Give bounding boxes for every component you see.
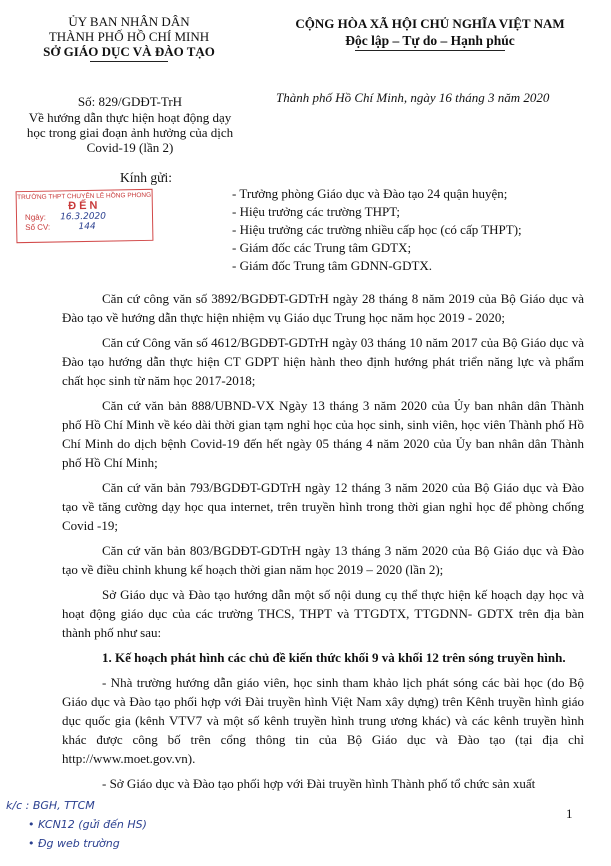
- intro-paragraph: Sở Giáo dục và Đào tạo hướng dẫn một số nội dung cụ thể thực hiện kế hoạch dạy học và hoạt động giáo dục của các trường THCS, THPT và TTGDTX, TTGDNN- GDTX trên địa bàn thành phố như sau:: [62, 587, 584, 640]
- section-heading: 1. Kế hoạch phát hình các chủ đề kiến thức khối 9 và khối 12 trên sóng truyền hình.: [102, 650, 566, 665]
- recipient-item: - Giám đốc các Trung tâm GDTX;: [232, 240, 412, 255]
- stamp-date-value: 16.3.2020: [60, 211, 107, 223]
- authority-underline: [90, 61, 168, 62]
- legal-basis-paragraph: Căn cứ công văn số 3892/BGDĐT-GDTrH ngày 28 tháng 8 năm 2019 của Bộ Giáo dục và Đào tạo về hướng dẫn thực hiện nhiệm vụ Giáo dục Trung học năm học 2019 - 2020;: [62, 291, 584, 325]
- handwritten-note: • KCN12 (gửi đến HS): [28, 818, 147, 831]
- recipient-item: - Hiệu trưởng các trường nhiều cấp học (có cấp THPT);: [232, 222, 522, 237]
- handwritten-note: k/c : BGH, TTCM: [6, 799, 95, 812]
- recipients-label: Kính gửi:: [120, 170, 172, 185]
- section-paragraph: - Nhà trường hướng dẫn giáo viên, học sinh tham khảo lịch phát sóng các bài học (do Bộ Giáo dục và Đào tạo phối hợp với Đài truyền hình Việt Nam xây dựng) trên Kênh truyền hình giáo dục quốc gia (kênh VTV7 và một số kênh truyền hình trung ương khác) và các kênh truyền hình khác được công bố trên cổng thông tin của Bộ Giáo dục và Đào tạo (tại địa chỉ http://www.moet.gov.vn).: [62, 675, 584, 766]
- legal-basis-paragraph: Căn cứ Công văn số 4612/BGDĐT-GDTrH ngày 03 tháng 10 năm 2017 của Bộ Giáo dục và Đào tạo hướng dẫn thực hiện CT GDPT hiện hành theo định hướng phát triển năng lực và phẩm chất học sinh từ năm học 2017-2018;: [62, 335, 584, 388]
- place-and-date: Thành phố Hồ Chí Minh, ngày 16 tháng 3 năm 2020: [276, 90, 550, 105]
- motto-line-2: Độc lập – Tự do – Hạnh phúc: [345, 33, 515, 48]
- stamp-school: TRƯỜNG THPT CHUYÊN LÊ HỒNG PHONG: [17, 191, 152, 202]
- stamp-number-value: 144: [78, 221, 96, 233]
- handwritten-notes: [6, 796, 147, 853]
- motto-underline: [355, 50, 505, 51]
- recipient-item: - Trưởng phòng Giáo dục và Đào tạo 24 quận huyện;: [232, 186, 508, 201]
- issuing-authority: [20, 14, 238, 62]
- received-stamp: [16, 189, 154, 243]
- authority-line-1: ỦY BAN NHÂN DÂN: [68, 14, 190, 29]
- document-number-block: [14, 94, 246, 155]
- legal-basis-paragraph: Căn cứ văn bản 793/BGDĐT-GDTrH ngày 12 tháng 3 năm 2020 của Bộ Giáo dục và Đào tạo về tăng cường dạy học qua internet, trên truyền hình trong thời gian nghỉ học để phòng chống Covid -19;: [62, 480, 584, 533]
- document-subject-1: Về hướng dẫn thực hiện hoạt động dạy: [28, 110, 232, 125]
- legal-basis-paragraph: Căn cứ văn bản 888/UBND-VX Ngày 13 tháng 3 năm 2020 của Ủy ban nhân dân Thành phố Hồ Chí Minh về kéo dài thời gian tạm nghỉ học của học sinh, sinh viên, học viên Thành phố Hồ Chí Minh do dịch bệnh Covid-19 đến hết ngày 05 tháng 4 năm 2020 của Ủy ban nhân dân Thành phố Hồ Chí Minh;: [62, 398, 584, 470]
- document-body: [62, 289, 584, 793]
- stamp-number-row: [17, 221, 152, 233]
- document-number: Số: 829/GDĐT-TrH: [77, 94, 183, 109]
- stamp-date-label: Ngày:: [24, 212, 46, 223]
- document-subject-3: Covid-19 (lần 2): [86, 140, 174, 155]
- authority-line-3: SỞ GIÁO DỤC VÀ ĐÀO TẠO: [43, 44, 215, 59]
- stamp-title: ĐẾN: [68, 199, 101, 213]
- recipient-item: - Giám đốc Trung tâm GDNN-GDTX.: [232, 258, 433, 273]
- recipient-item: - Hiệu trưởng các trường THPT;: [232, 204, 401, 219]
- authority-line-2: THÀNH PHỐ HỒ CHÍ MINH: [48, 29, 210, 44]
- motto-line-1: CỘNG HÒA XÃ HỘI CHỦ NGHĨA VIỆT NAM: [295, 16, 565, 31]
- recipient-list: [232, 185, 522, 275]
- national-motto: [262, 16, 598, 51]
- page-number: 1: [566, 806, 573, 821]
- legal-basis-paragraph: Căn cứ văn bản 803/BGDĐT-GDTrH ngày 13 tháng 3 năm 2020 của Bộ Giáo dục và Đào tạo về điều chỉnh khung kế hoạch thời gian năm học 2019 – 2020 (lần 2);: [62, 543, 584, 577]
- section-paragraph: - Sở Giáo dục và Đào tạo phối hợp với Đài truyền hình Thành phố tổ chức sản xuất: [102, 776, 536, 791]
- handwritten-note: • Đg web trường: [28, 837, 120, 850]
- document-subject-2: học trong giai đoạn ảnh hưởng của dịch: [26, 125, 234, 140]
- stamp-number-label: Số CV:: [25, 222, 51, 233]
